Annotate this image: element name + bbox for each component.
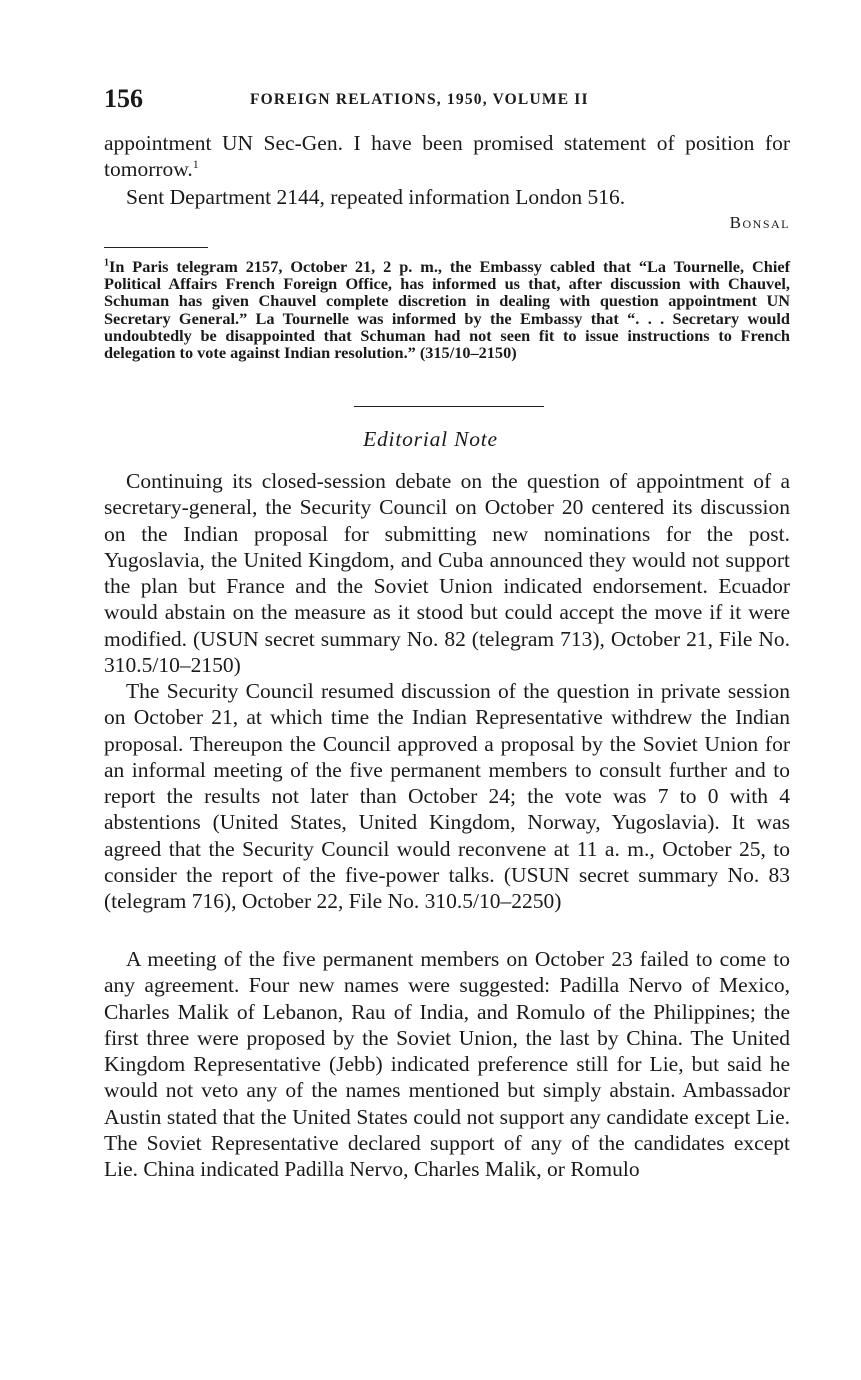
footnote-reference: 1 [192, 157, 199, 172]
editorial-paragraph-3: A meeting of the five permanent members on October 23 failed to come to any agreement. Four new names were suggested: Padilla Nervo of Mexico, Charles Malik of Lebanon, Rau of India, and Romulo of the Philippines; the first three were proposed by the Soviet Union, the last by China. The United Kingdom Representative (Jebb) indicated preference still for Lie, but said he would not veto any of the names mentioned but simply abstain. Ambassador Austin stated that the United States could not support any candidate except Lie. The Soviet Representative declared support of any of the candidates except Lie. China indicated Padilla Nervo, Charles Malik, or Romulo [104, 947, 790, 1182]
page-number: 156 [104, 84, 143, 113]
continuation-text: appointment UN Sec-Gen. I have been promised statement of position for tomorrow. [104, 131, 790, 182]
editorial-note-title: Editorial Note [363, 427, 498, 451]
footnote-marker: 1 [104, 257, 109, 269]
signature: Bonsal [729, 213, 790, 232]
footnote-text: In Paris telegram 2157, October 21, 2 p. m., the Embassy cabled that “La Tournelle, Chief Political Affairs French Foreign Office, has informed us that, after discussion with Chauvel, Schuman has given Chauvel complete discretion in dealing with question appointment UN Secretary General.” La Tournelle was informed by the Embassy that “. . . Secretary would undoubtedly be disappointed that Schuman had not seen fit to issue instructions to French delegation to vote against Indian resolution.” (315/10–2150) [104, 257, 790, 363]
running-head: FOREIGN RELATIONS, 1950, VOLUME II [250, 91, 589, 108]
footnote [104, 258, 790, 361]
sent-line: Sent Department 2144, repeated information London 516. [126, 185, 626, 209]
footnote-divider [104, 247, 208, 248]
continuation-paragraph [104, 130, 790, 183]
section-divider [354, 406, 544, 407]
editorial-paragraph-1: Continuing its closed-session debate on the question of appointment of a secretary-general, the Security Council on October 20 centered its discussion on the Indian proposal for submitting new nominations for the post. Yugoslavia, the United Kingdom, and Cuba announced they would not support the plan but France and the Soviet Union indicated endorsement. Ecuador would abstain on the measure as it stood but could accept the move if it were modified. (USUN secret summary No. 82 (telegram 713), October 21, File No. 310.5/10–2150) [104, 469, 790, 678]
editorial-paragraph-2: The Security Council resumed discussion of the question in private session on October 21, at which time the Indian Representative withdrew the Indian proposal. Thereupon the Council approved a proposal by the Soviet Union for an informal meeting of the five permanent members to consult further and to report the results not later than October 24; the vote was 7 to 0 with 4 abstentions (United States, United Kingdom, Norway, Yugoslavia). It was agreed that the Security Council would reconvene at 11 a. m., October 25, to consider the report of the five-power talks. (USUN secret summary No. 83 (telegram 716), October 22, File No. 310.5/10–2250) [104, 679, 790, 914]
page-header [104, 84, 794, 114]
